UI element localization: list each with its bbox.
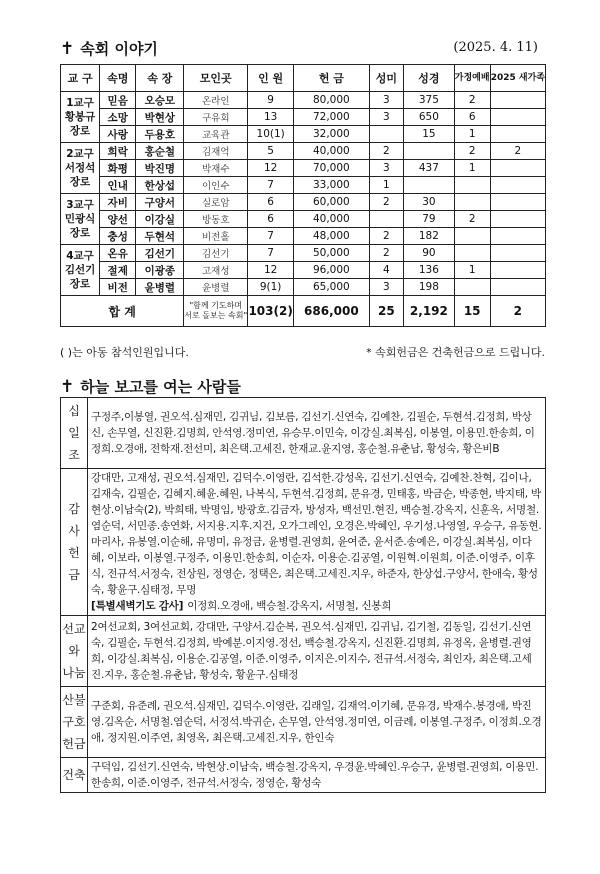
- members: 6: [248, 194, 294, 211]
- members: 12: [248, 160, 294, 177]
- offering-category: 십 일 조: [61, 398, 88, 469]
- table-row: [61, 279, 546, 296]
- section-title-offering: ✝ 하늘 보고를 여는 사람들: [60, 377, 241, 397]
- group-name: 비전: [100, 279, 136, 296]
- col-header: 2025 새가족: [490, 65, 545, 92]
- newcomers: [490, 109, 545, 126]
- members: 7: [248, 177, 294, 194]
- offering-names: 강대만, 고재성, 권오석.심재민, 김덕수.이영란, 김석한.강성옥, 김선기.신연숙, 김예찬.찬혁, 김이나, 김재숙, 김필순, 김혜지.혜윤.혜원, 나복식, 두현석.김정희, 문유경, 민태홍, 박금순, 박종현, 박지태, 박현상.이남숙(2), 박희태, 박명임, 방광호.김금자, 방성자, 백선민.현진, 백승철.강옥지, 신훈옥, 서명철.염순덕, 서민종.송연화, 서지용.지후.지건, 오가그레인, 오경은.박혜인, 우기성.나영열, 우승구, 유동현.마리사, 유봉열.이순해, 유명미, 유정금, 윤병렬.권영희, 윤여준, 윤서준.송예은, 이강실.최복심, 이다혜, 이보라, 이봉열.구정주, 이용민.한송희, 이순자, 이용순.김공열, 이원혁.이원희, 이준.이영주, 이후식, 전규석.서정숙, 전상원, 정영순, 정택은, 최은택.고세진.지우, 하준자, 한상섭.구양서, 한애숙, 황성숙, 황윤구.심태정, 무명 [특별새벽기도 감사] 이정희.오경애, 백승철.강옥지, 서명철, 신봉희: [88, 469, 546, 616]
- leader: 두용호: [136, 126, 184, 143]
- members: 9(1): [248, 279, 294, 296]
- leader: 윤병렬: [136, 279, 184, 296]
- rice: 2: [369, 143, 403, 160]
- venue: 김재억: [184, 143, 248, 160]
- members: 9: [248, 92, 294, 109]
- leader: 홍순철: [136, 143, 184, 160]
- leader: 이광종: [136, 262, 184, 279]
- worship: [454, 177, 490, 194]
- offering-names: 구준회, 유준례, 권오석.심재민, 김덕수.이영란, 김래일, 김재억.이기혜, 문유경, 박재수.봉경애, 박진영.김옥순, 서명철.염순덕, 서정석.박귀순, 손무열, 안석영.정미연, 이금례, 이봉열.구정주, 이정희.오경애, 정지원.이주연, 최영옥, 최은택.고세진.지우, 한인숙: [88, 687, 546, 758]
- table-row: [61, 160, 546, 177]
- venue: 교육관: [184, 126, 248, 143]
- total-offering: 686,000: [294, 296, 370, 327]
- offering-row: [61, 687, 546, 758]
- bible: 30: [404, 194, 455, 211]
- offering-category: 감 사 헌 금: [61, 469, 88, 616]
- bible: 136: [404, 262, 455, 279]
- newcomers: [490, 279, 545, 296]
- offering-row: [61, 398, 546, 469]
- bible: 90: [404, 245, 455, 262]
- offering: 40,000: [294, 211, 370, 228]
- bible: 650: [404, 109, 455, 126]
- offering-note: * 속회헌금은 건축헌금으로 드립니다.: [366, 346, 545, 359]
- motto: "함께 기도하며 서로 돌보는 속회": [184, 296, 248, 327]
- rice: 2: [369, 245, 403, 262]
- group-name: 소망: [100, 109, 136, 126]
- newcomers: [490, 92, 545, 109]
- rice: 1: [369, 177, 403, 194]
- members: 12: [248, 262, 294, 279]
- col-header: 속 장: [136, 65, 184, 92]
- worship: 1: [454, 160, 490, 177]
- group-name: 인내: [100, 177, 136, 194]
- venue: 윤병렬: [184, 279, 248, 296]
- table-row: [61, 143, 546, 160]
- newcomers: [490, 262, 545, 279]
- table-row: [61, 177, 546, 194]
- district-label: 2교구 서정석 장로: [61, 143, 100, 194]
- worship: 6: [454, 109, 490, 126]
- leader: 박현상: [136, 109, 184, 126]
- group-name: 온유: [100, 245, 136, 262]
- district-label: 4교구 김선기 장로: [61, 245, 100, 296]
- offering-row: [61, 758, 546, 793]
- offering: 60,000: [294, 194, 370, 211]
- offering: 96,000: [294, 262, 370, 279]
- offering-names: 구정주,이봉열, 권오석.심재민, 김귀님, 김보름, 김선기.신연숙, 김예찬, 김필순, 두현석.김정희, 박상신, 손무열, 신진환.김명희, 안석영.정미연, 유승무.이민숙, 이강실.최복심, 이봉열, 이용민.한송희, 이정희.오경애, 전학재.전선미, 최은택.고세진, 한재교.윤지영, 홍순철.유춘남, 황성숙, 황은비B: [88, 398, 546, 469]
- venue: 실로암: [184, 194, 248, 211]
- group-name: 믿음: [100, 92, 136, 109]
- group-name: 절제: [100, 262, 136, 279]
- rice: 4: [369, 262, 403, 279]
- col-header: 성미: [369, 65, 403, 92]
- bible: 182: [404, 228, 455, 245]
- offering: 72,000: [294, 109, 370, 126]
- newcomers: [490, 228, 545, 245]
- offering: 48,000: [294, 228, 370, 245]
- newcomers: 2: [490, 143, 545, 160]
- group-name: 희락: [100, 143, 136, 160]
- worship: [454, 245, 490, 262]
- offering: 33,000: [294, 177, 370, 194]
- group-name: 자비: [100, 194, 136, 211]
- newcomers: [490, 245, 545, 262]
- cross-icon: ✝: [60, 377, 75, 397]
- table-row: [61, 245, 546, 262]
- special-prayer-label: [특별새벽기도 감사]: [91, 600, 184, 612]
- rice: [369, 126, 403, 143]
- total-label: 합 계: [61, 296, 184, 327]
- rice: 3: [369, 279, 403, 296]
- report-date: (2025. 4. 11): [453, 40, 538, 55]
- venue: 고재성: [184, 262, 248, 279]
- total-row: [61, 296, 546, 327]
- table-row: [61, 126, 546, 143]
- worship: [454, 194, 490, 211]
- col-header: 성경: [404, 65, 455, 92]
- col-header: 교 구: [61, 65, 100, 92]
- offering: 70,000: [294, 160, 370, 177]
- offering-table: [60, 397, 546, 793]
- offering-category: 건축: [61, 758, 88, 793]
- special-prayer-names: 이정희.오경애, 백승철.강옥지, 서명철, 신봉희: [187, 600, 392, 612]
- newcomers: [490, 160, 545, 177]
- leader: 구양서: [136, 194, 184, 211]
- footnotes: [60, 344, 545, 360]
- rice: 2: [369, 228, 403, 245]
- child-note: ( )는 아동 참석인원입니다.: [60, 346, 189, 359]
- bible: 79: [404, 211, 455, 228]
- offering-category: 선교 와 나눔: [61, 616, 88, 687]
- rice: 3: [369, 109, 403, 126]
- group-name: 충성: [100, 228, 136, 245]
- leader: 박진명: [136, 160, 184, 177]
- group-name: 양선: [100, 211, 136, 228]
- total-bible: 2,192: [404, 296, 455, 327]
- district-label: 1교구 황봉규 장로: [61, 92, 100, 143]
- leader: 한상섭: [136, 177, 184, 194]
- venue: 방동호: [184, 211, 248, 228]
- table-row: [61, 92, 546, 109]
- offering-names: 구덕임, 김선기.신연숙, 박현상.이남숙, 백승철.강옥지, 우경윤.박혜인.우승구, 윤병렬.권영희, 이용민.한송희, 이준.이영주, 전규석.서정숙, 정영순, 황성숙: [88, 758, 546, 793]
- bible: 198: [404, 279, 455, 296]
- offering: 50,000: [294, 245, 370, 262]
- members: 6: [248, 211, 294, 228]
- worship: [454, 279, 490, 296]
- bible: 15: [404, 126, 455, 143]
- offering: 40,000: [294, 143, 370, 160]
- venue: 구유회: [184, 109, 248, 126]
- total-rice: 25: [369, 296, 403, 327]
- col-header: 인 원: [248, 65, 294, 92]
- leader: 오승모: [136, 92, 184, 109]
- group-name: 사랑: [100, 126, 136, 143]
- total-newcomers: 2: [490, 296, 545, 327]
- total-worship: 15: [454, 296, 490, 327]
- worship: 2: [454, 143, 490, 160]
- bible: [404, 177, 455, 194]
- leader: 두현석: [136, 228, 184, 245]
- rice: 3: [369, 160, 403, 177]
- offering-row: [61, 616, 546, 687]
- offering: 32,000: [294, 126, 370, 143]
- members: 5: [248, 143, 294, 160]
- members: 10(1): [248, 126, 294, 143]
- col-header: 가정예배: [454, 65, 490, 92]
- cross-icon: ✝: [60, 39, 75, 59]
- worship: 2: [454, 92, 490, 109]
- rice: [369, 211, 403, 228]
- offering: 65,000: [294, 279, 370, 296]
- offering: 80,000: [294, 92, 370, 109]
- worship: 1: [454, 126, 490, 143]
- offering-row: [61, 469, 546, 616]
- table-header-row: [61, 65, 546, 92]
- newcomers: [490, 211, 545, 228]
- bible: 375: [404, 92, 455, 109]
- table-row: [61, 109, 546, 126]
- table-row: [61, 194, 546, 211]
- table-row: [61, 211, 546, 228]
- table-row: [61, 262, 546, 279]
- col-header: 속명: [100, 65, 136, 92]
- group-name: 화평: [100, 160, 136, 177]
- fellowship-table: [60, 64, 546, 327]
- bible: 437: [404, 160, 455, 177]
- section-title-fellowship: ✝ 속회 이야기: [60, 39, 158, 59]
- newcomers: [490, 177, 545, 194]
- venue: 온라인: [184, 92, 248, 109]
- table-row: [61, 228, 546, 245]
- rice: 3: [369, 92, 403, 109]
- col-header: 헌 금: [294, 65, 370, 92]
- newcomers: [490, 194, 545, 211]
- offering-category: 산불 구호 헌금: [61, 687, 88, 758]
- venue: 이인수: [184, 177, 248, 194]
- worship: 1: [454, 262, 490, 279]
- offering-names: 2여선교회, 3여선교회, 강대만, 구양서.김순복, 권오석.심재민, 김귀님, 김기철, 김동일, 김선기.신연숙, 김필순, 두현석.김정희, 박예분.이지영.정선, 백승철.강옥지, 신진환.김명희, 유정옥, 윤병렬.권영희, 이강실.최복심, 이용순.김공열, 이준.이영주, 이지은.이지수, 전규석.서정숙, 최인자, 최은택.고세진.지우, 홍순철.유춘남, 황성숙, 황윤구.심태정: [88, 616, 546, 687]
- district-label: 3교구 민광식 장로: [61, 194, 100, 245]
- total-members: 103(2): [248, 296, 294, 327]
- rice: 2: [369, 194, 403, 211]
- venue: 김선기: [184, 245, 248, 262]
- venue: 박재수: [184, 160, 248, 177]
- worship: [454, 228, 490, 245]
- members: 7: [248, 228, 294, 245]
- venue: 비전홀: [184, 228, 248, 245]
- leader: 김선기: [136, 245, 184, 262]
- leader: 이강실: [136, 211, 184, 228]
- members: 13: [248, 109, 294, 126]
- bible: [404, 143, 455, 160]
- col-header: 모인곳: [184, 65, 248, 92]
- members: 7: [248, 245, 294, 262]
- worship: 2: [454, 211, 490, 228]
- newcomers: [490, 126, 545, 143]
